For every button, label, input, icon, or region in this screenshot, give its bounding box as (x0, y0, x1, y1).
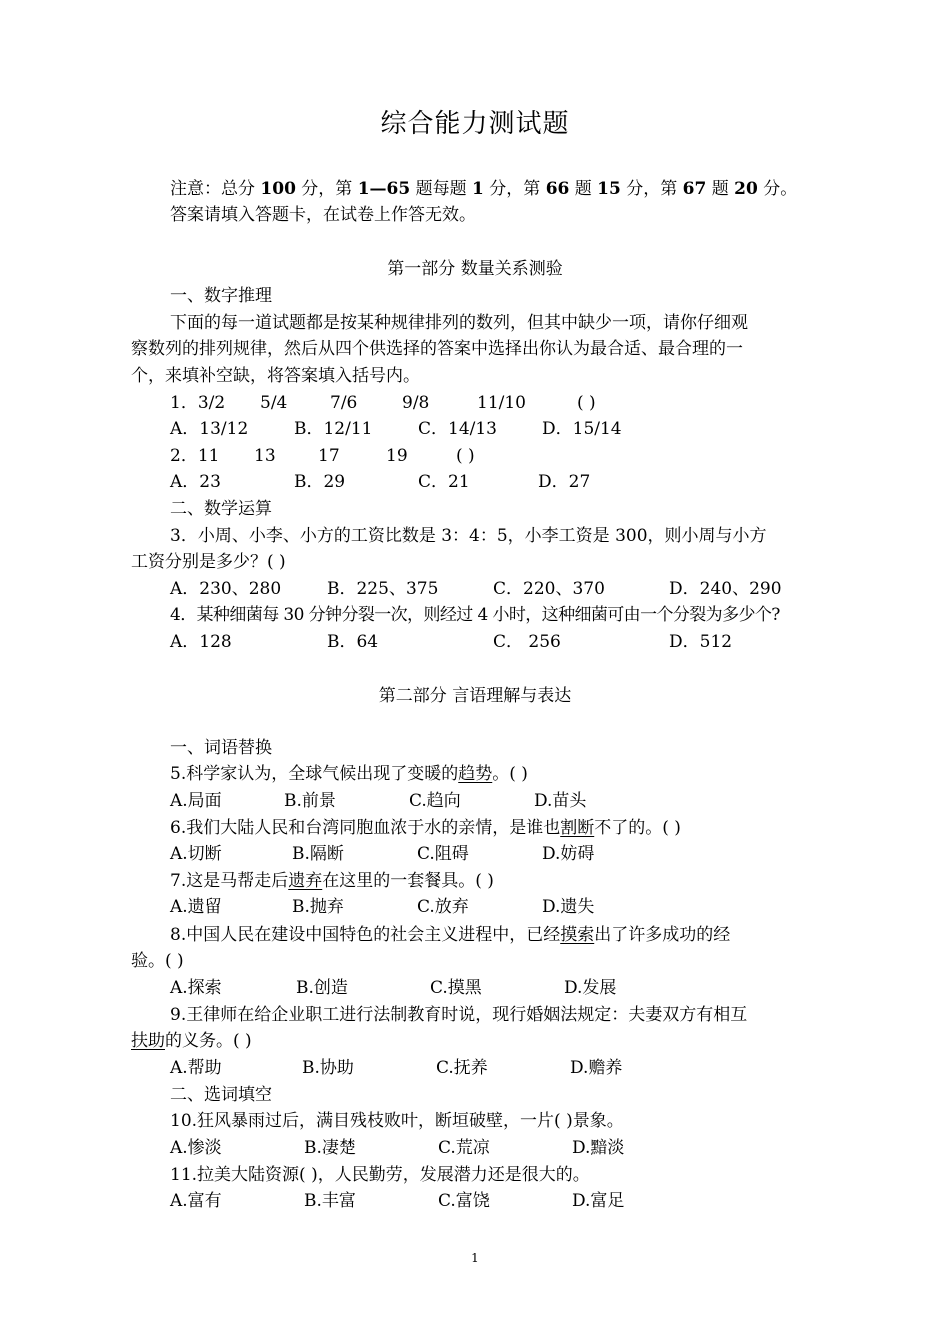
page-title: 综合能力测试题 (380, 109, 570, 139)
question-1 (170, 390, 860, 416)
answer-blank: ( ) (456, 446, 475, 466)
option-a: A．13/12 (170, 419, 249, 439)
part2-heading: 第二部分 言语理解与表达 (378, 686, 572, 706)
notice-number: 1 (472, 179, 484, 199)
option-c: C． 256 (493, 632, 561, 652)
option-d: D．512 (669, 632, 733, 652)
option-a: A．23 (170, 472, 221, 492)
option-a: A.富有 (170, 1191, 222, 1211)
underlined-word: 割断 (560, 818, 595, 838)
question-text: 6.我们大陆人民和台湾同胞血浓于水的亲情，是谁也 (170, 818, 561, 838)
sequence-item: 5/4 (260, 393, 288, 413)
notice-number: 1—65 (357, 179, 411, 199)
option-a: A．230、280 (170, 579, 282, 599)
question-3-cont: 工资分别是多少？( ) (131, 552, 286, 572)
intro-line: 察数列的排列规律，然后从四个供选择的答案中选择出你认为最合适、最合理的一 (131, 339, 743, 359)
notice-number: 100 (260, 179, 296, 199)
option-a: A.帮助 (170, 1058, 222, 1078)
part1-heading: 第一部分 数量关系测验 (387, 259, 563, 279)
intro-line: 下面的每一道试题都是按某种规律排列的数列，但其中缺少一项，请你仔细观 (170, 313, 748, 333)
question-11: 11.拉美大陆资源( )，人民勤劳，发展潜力还是很大的。 (170, 1165, 590, 1185)
notice-line-1 (170, 176, 860, 202)
option-a: A.探索 (170, 978, 222, 998)
section-heading: 一、词语替换 (170, 738, 272, 758)
notice-text: 分，第 (295, 179, 358, 199)
notice-text: 注意：总分 (170, 179, 261, 199)
question-text: 8.中国人民在建设中国特色的社会主义进程中，已经 (170, 925, 561, 945)
question-3-options (170, 576, 860, 602)
option-b: B.抛弃 (292, 897, 344, 917)
intro-line: 个，来填补空缺，将答案填入括号内。 (131, 366, 420, 386)
option-a: A.切断 (170, 844, 222, 864)
option-c: C．14/13 (418, 419, 497, 439)
question-6-options (170, 841, 860, 867)
notice-number: 67 (682, 179, 707, 199)
option-b: B.凄楚 (304, 1138, 356, 1158)
option-b: B.协助 (302, 1058, 354, 1078)
question-2 (170, 443, 860, 469)
question-8 (170, 922, 860, 948)
option-b: B．64 (327, 632, 379, 652)
notice-number: 15 (597, 179, 621, 199)
option-a: A．128 (170, 632, 232, 652)
option-d: D．240、290 (669, 579, 782, 599)
option-b: B.隔断 (292, 844, 344, 864)
question-text: 不了的。( ) (594, 818, 681, 838)
option-b: B．12/11 (294, 419, 373, 439)
notice-text: 分，第 (483, 179, 546, 199)
notice-text: 分。 (757, 179, 798, 199)
option-b: B.丰富 (304, 1191, 356, 1211)
option-c: C.摸黑 (430, 978, 482, 998)
sequence-item: 11/10 (477, 393, 526, 413)
notice-text: 分，第 (620, 179, 683, 199)
section-heading: 二、选词填空 (170, 1085, 272, 1105)
option-c: C.阻碍 (417, 844, 469, 864)
option-d: D.赡养 (570, 1058, 623, 1078)
sequence-item: 2．11 (170, 446, 220, 466)
option-c: C．220、370 (493, 579, 605, 599)
option-c: C.荒凉 (438, 1138, 490, 1158)
option-b: B．29 (294, 472, 346, 492)
underlined-word: 摸索 (560, 925, 595, 945)
option-c: C.放弃 (417, 897, 469, 917)
sequence-item: 17 (318, 446, 340, 466)
option-d: D.黯淡 (572, 1138, 625, 1158)
underlined-word: 遗弃 (288, 871, 323, 891)
option-a: A.遗留 (170, 897, 222, 917)
option-d: D．27 (538, 472, 591, 492)
underlined-word: 趋势 (458, 764, 493, 784)
option-d: D.苗头 (534, 791, 587, 811)
sequence-item: 13 (254, 446, 276, 466)
option-d: D．15/14 (542, 419, 622, 439)
question-text: 在这里的一套餐具。( ) (322, 871, 494, 891)
option-b: B.创造 (296, 978, 348, 998)
answer-blank: ( ) (577, 393, 596, 413)
option-d: D.遗失 (542, 897, 595, 917)
question-text: 。( ) (492, 764, 528, 784)
question-9: 9.王律师在给企业职工进行法制教育时说，现行婚姻法规定：夫妻双方有相互 (170, 1005, 748, 1025)
question-7 (170, 868, 860, 894)
question-4: 4．某种细菌每 30 分钟分裂一次，则经过 4 小时，这种细菌可由一个分裂为多少个? (170, 605, 780, 625)
option-c: C．21 (418, 472, 470, 492)
question-5 (170, 761, 860, 787)
underlined-word: 扶助 (131, 1031, 165, 1051)
question-8-cont: 验。( ) (131, 951, 184, 971)
option-b: B.前景 (284, 791, 336, 811)
question-10: 10.狂风暴雨过后，满目残枝败叶，断垣破壁，一片( )景象。 (170, 1111, 624, 1131)
notice-line-2: 答案请填入答题卡，在试卷上作答无效。 (170, 205, 476, 225)
question-text: 7.这是马帮走后 (170, 871, 289, 891)
notice-text: 题每题 (410, 179, 473, 199)
option-d: D.富足 (572, 1191, 625, 1211)
section-heading: 二、数学运算 (170, 499, 272, 519)
option-a: A.局面 (170, 791, 222, 811)
option-a: A.惨淡 (170, 1138, 222, 1158)
question-3: 3．小周、小李、小方的工资比数是 3：4：5，小李工资是 300，则小周与小方 (170, 526, 767, 546)
section-heading: 一、数字推理 (170, 286, 272, 306)
notice-text: 题 (706, 179, 735, 199)
notice-number: 20 (734, 179, 758, 199)
question-9-cont (131, 1028, 821, 1054)
option-c: C.抚养 (436, 1058, 488, 1078)
sequence-item: 19 (386, 446, 408, 466)
question-9-options (170, 1055, 860, 1081)
notice-text: 题 (569, 179, 598, 199)
question-8-options (170, 975, 860, 1001)
question-6 (170, 815, 860, 841)
question-text: 出了许多成功的经 (594, 925, 731, 945)
option-d: D.妨碍 (542, 844, 595, 864)
question-4-options (170, 629, 860, 655)
question-7-options (170, 894, 860, 920)
question-5-options (170, 788, 860, 814)
sequence-item: 7/6 (330, 393, 358, 413)
notice-number: 66 (545, 179, 570, 199)
option-b: B．225、375 (327, 579, 439, 599)
question-10-options (170, 1135, 860, 1161)
page-number: 1 (471, 1251, 479, 1265)
option-c: C.趋向 (409, 791, 461, 811)
question-1-options (170, 416, 860, 442)
question-text: 5.科学家认为，全球气候出现了变暖的 (170, 764, 459, 784)
sequence-item: 9/8 (402, 393, 430, 413)
question-11-options (170, 1188, 860, 1214)
option-d: D.发展 (564, 978, 617, 998)
question-text: 的义务。( ) (165, 1031, 252, 1051)
question-2-options (170, 469, 860, 495)
sequence-item: 1．3/2 (170, 393, 226, 413)
option-c: C.富饶 (438, 1191, 490, 1211)
